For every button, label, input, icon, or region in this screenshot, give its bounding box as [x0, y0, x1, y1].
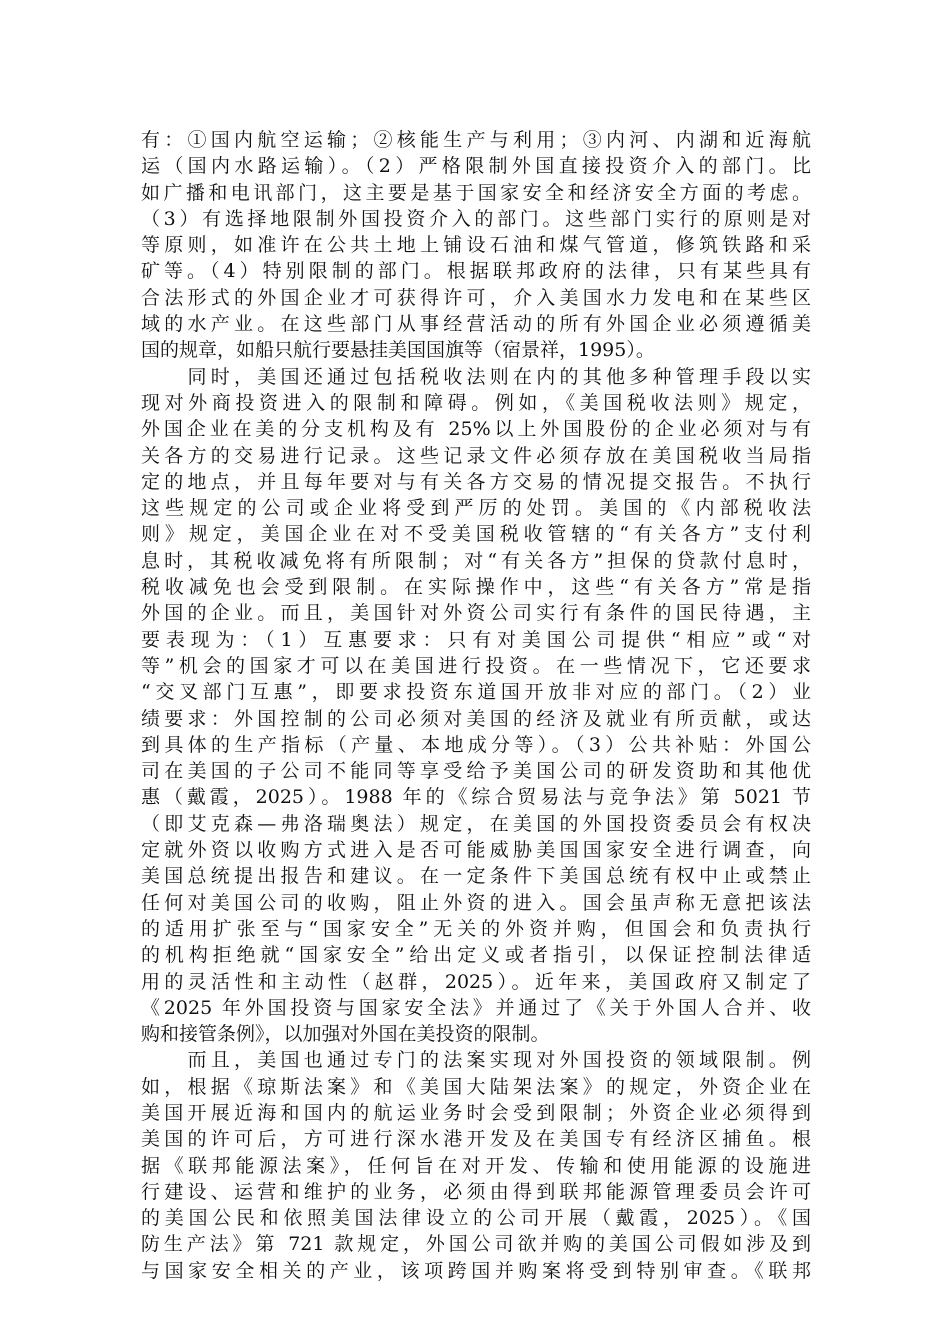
text-line: （即艾克森—弗洛瑞奥法）规定，在美国的外国投资委员会有权决 — [141, 812, 811, 835]
text-line: 等原则，如准许在公共土地上铺设石油和煤气管道，修筑铁路和采 — [141, 234, 811, 257]
text-line: 据《联邦能源法案》，任何旨在对开发、传输和使用能源的设施进 — [141, 1154, 811, 1177]
text-line: 防生产法》第 721 款规定，外国公司欲并购的美国公司假如涉及到 — [141, 1233, 811, 1256]
body-text — [141, 127, 811, 1284]
text-line: 外国企业在美的分支机构及有 25%以上外国股份的企业必须对与有 — [141, 418, 811, 441]
text-line: 任何对美国公司的收购，阻止外资的进入。国会虽声称无意把该法 — [141, 891, 811, 914]
text-line: 现对外商投资进入的限制和障碍。例如，《美国税收法则》规定， — [141, 391, 811, 414]
text-line: 则》规定，美国企业在对不受美国税收管辖的“有关各方”支付利 — [141, 523, 811, 546]
text-line: 的适用扩张至与“国家安全”无关的外资并购，但国会和负责执行 — [141, 917, 811, 940]
text-line: 惠（戴霞，2025）。1988 年的《综合贸易法与竞争法》第 5021 节 — [141, 786, 811, 809]
text-line: 合法形式的外国企业才可获得许可，介入美国水力发电和在某些区 — [141, 286, 811, 309]
text-line: 的美国公民和依照美国法律设立的公司开展（戴霞，2025）。《国 — [141, 1207, 811, 1230]
text-line: 美国开展近海和国内的航运业务时会受到限制；外资企业必须得到 — [141, 1101, 811, 1124]
text-line: 的机构拒绝就“国家安全”给出定义或者指引，以保证控制法律适 — [141, 944, 811, 967]
text-line: 同时，美国还通过包括税收法则在内的其他多种管理手段以实 — [141, 365, 811, 388]
text-line: 要表现为：（1）互惠要求：只有对美国公司提供“相应”或“对 — [141, 628, 811, 651]
text-line: 外国的企业。而且，美国针对外资公司实行有条件的国民待遇，主 — [141, 602, 811, 625]
text-line: 用的灵活性和主动性（赵群，2025）。近年来，美国政府又制定了 — [141, 970, 811, 993]
text-line: 国的规章，如船只航行要悬挂美国国旗等（宿景祥，1995）。 — [141, 339, 655, 362]
text-line: 如，根据《琼斯法案》和《美国大陆架法案》的规定，外资企业在 — [141, 1075, 811, 1098]
text-line: 息时，其税收减免将有所限制；对“有关各方”担保的贷款付息时， — [141, 549, 811, 572]
text-line: 域的水产业。在这些部门从事经营活动的所有外国企业必须遵循美 — [141, 313, 811, 336]
text-line: 购和接管条例》，以加强对外国在美投资的限制。 — [141, 1023, 550, 1046]
text-line: 而且，美国也通过专门的法案实现对外国投资的领域限制。例 — [141, 1049, 811, 1072]
text-line: 关各方的交易进行记录。这些记录文件必须存放在美国税收当局指 — [141, 444, 811, 467]
text-line: 定就外资以收购方式进入是否可能威胁美国国家安全进行调查，向 — [141, 839, 811, 862]
text-line: 美国总统提出报告和建议。在一定条件下美国总统有权中止或禁止 — [141, 865, 811, 888]
text-line: （3）有选择地限制外国投资介入的部门。这些部门实行的原则是对 — [141, 207, 811, 230]
text-line: 这些规定的公司或企业将受到严厉的处罚。美国的《内部税收法 — [141, 497, 811, 520]
text-line: 有：①国内航空运输；②核能生产与利用；③内河、内湖和近海航 — [141, 129, 811, 151]
text-line: 税收减免也会受到限制。在实际操作中，这些“有关各方”常是指 — [141, 576, 811, 599]
text-line: 矿等。（4）特别限制的部门。根据联邦政府的法律，只有某些具有 — [141, 260, 811, 283]
text-line: 定的地点，并且每年要对与有关各方交易的情况提交报告。不执行 — [141, 470, 811, 493]
text-line: 如广播和电讯部门，这主要是基于国家安全和经济安全方面的考虑。 — [141, 181, 811, 204]
text-line: “交叉部门互惠”，即要求投资东道国开放非对应的部门。（2）业 — [141, 681, 811, 704]
text-line: 与国家安全相关的产业，该项跨国并购案将受到特别审查。《联邦 — [141, 1259, 811, 1282]
text-line: 美国的许可后，方可进行深水港开发及在美国专有经济区捕鱼。根 — [141, 1128, 811, 1151]
text-line: 《2025 年外国投资与国家安全法》并通过了《关于外国人合并、收 — [141, 996, 811, 1019]
text-line: 行建设、运营和维护的业务，必须由得到联邦能源管理委员会许可 — [141, 1180, 811, 1203]
text-line: 等”机会的国家才可以在美国进行投资。在一些情况下，它还要求 — [141, 654, 811, 677]
text-line: 运（国内水路运输）。（2）严格限制外国直接投资介入的部门。比 — [141, 155, 811, 178]
text-line: 司在美国的子公司不能同等享受给予美国公司的研发资助和其他优 — [141, 760, 811, 783]
text-line: 绩要求：外国控制的公司必须对美国的经济及就业有所贡献，或达 — [141, 707, 811, 730]
text-line: 到具体的生产指标（产量、本地成分等）。（3）公共补贴：外国公 — [141, 733, 811, 756]
